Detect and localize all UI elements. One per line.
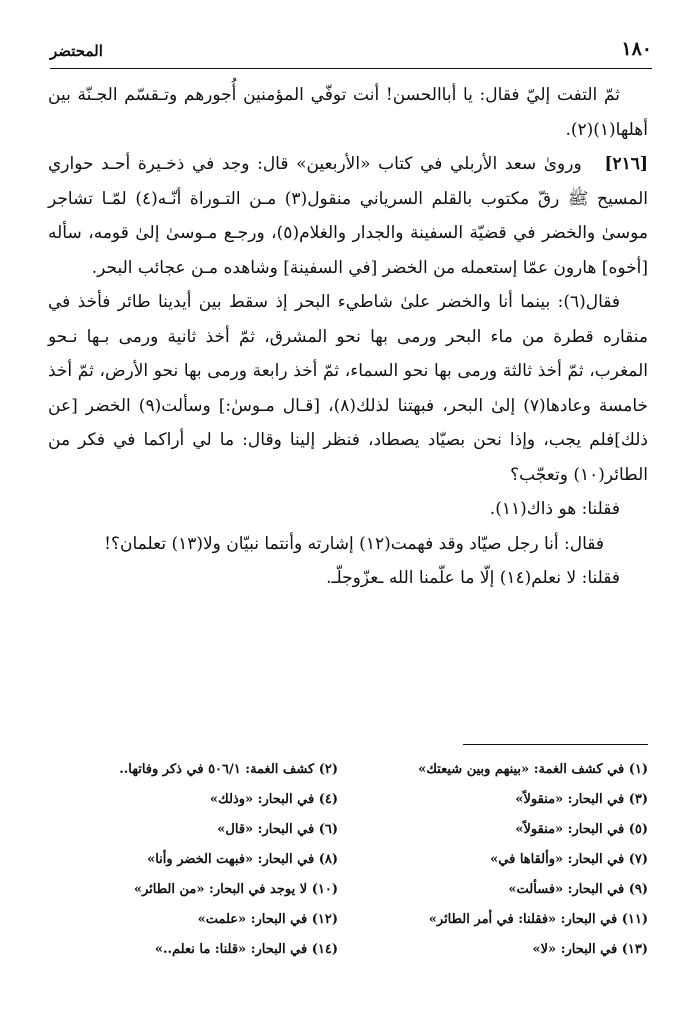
paragraph: فقلنا: لا نعلم(١٤) إلّا ما علّمنا الله ـعزّوجلّـ. (326, 568, 620, 588)
footnote: (١٠) لا يوجد في البحار: «من الطائر» (133, 882, 338, 897)
footnote: (٢) كشف الغمة: ٥٠٦/١ في ذكر وفاتها.. (119, 762, 338, 777)
paragraph: فقال: أنا رجل صيّاد وقد فهمت(١٢) إشارته وأنتما نبيّان ولا(١٣) تعلمان؟! (104, 533, 604, 554)
paragraph: فقلنا: هو ذاك(١١). (489, 499, 620, 519)
footnote: (١٣) في البحار: «لا» (532, 942, 648, 957)
footnotes (50, 755, 648, 965)
footnote: (٤) في البحار: «وذلك» (209, 792, 338, 807)
footnote: (١٤) في البحار: «قلنا: ما نعلم..» (154, 942, 338, 957)
footnote: (٧) في البحار: «وألقاها في» (490, 852, 648, 867)
footnote-divider (463, 744, 648, 745)
footnote: (١١) في البحار: «فقلنا: في أمر الطائر» (428, 912, 648, 927)
paragraph: ثمّ التفت إليّ فقال: يا أباالحسن! أنت توفّي المؤمنين أُجورهم وتـقسّم الجـنّة بين أهلها(١)(٢). (48, 85, 648, 140)
footnote: (١) في كشف الغمة: «بينهم وبين شيعتك» (418, 762, 648, 777)
footnote: (٩) في البحار: «فسألت» (508, 882, 648, 897)
header-divider (50, 68, 652, 69)
paragraph-text: وروىٰ سعد الأربلي في كتاب «الأربعين» قال: وجد في ذخـيرة أحـد حواري المسيح ﷺ رقّ مكتوب بالقلم السرياني منقول(٣) مـن التـوراة أنّـه(٤) لمّـا تشاجر موسىٰ والخضر في قضيّة السفينة والجدار والغلام(٥)، ورجـع مـوسىٰ إلىٰ قومه، سأله [أخوه] هارون عمّا إستعمله من الخضر [في السفينة] وشاهده مـن عجائب البحر. (48, 154, 649, 278)
main-text (48, 78, 648, 596)
running-title: المحتضر (50, 42, 103, 60)
page-number: ١٨٠ (621, 38, 652, 60)
paragraph: فقال(٦): بينما أنا والخضر علىٰ شاطيء البحر إذ سقط بين أيدينا طائر فأخذ في منقاره قطرة من ماء البحر ورمى بها نحو المشرق، ثمّ أخذ ثانية ورمى بـها نـحو المغرب، ثمّ أخذ ثالثة ورمى بها نحو السماء، ثمّ أخذ رابعة ورمى بها نحو الأرض، ثمّ أخذ خامسة وعادها(٧) إلىٰ البحر، فبهتنا لذلك(٨)، [قـال مـوسٰ:] وسألت(٩) الخضر [عن ذلك]فلم يجب، وإذا نحن بصيّاد يصطاد، فنظر إلينا وقال: ما لي أراكما في فكر من الطائر(١٠) وتعجّب؟ (48, 292, 649, 485)
footnote: (٥) في البحار: «منقولاً» (515, 822, 648, 837)
footnote: (٨) في البحار: «فبهت الخضر وأنا» (147, 852, 338, 867)
footnote: (٣) في البحار: «منقولاً» (515, 792, 648, 807)
paragraph-numbered (48, 147, 648, 285)
hadith-number: [٢١٦] (604, 154, 648, 174)
footnote: (١٢) في البحار: «علمت» (197, 912, 338, 927)
footnote: (٦) في البحار: «قال» (217, 822, 338, 837)
page-header (50, 38, 652, 66)
